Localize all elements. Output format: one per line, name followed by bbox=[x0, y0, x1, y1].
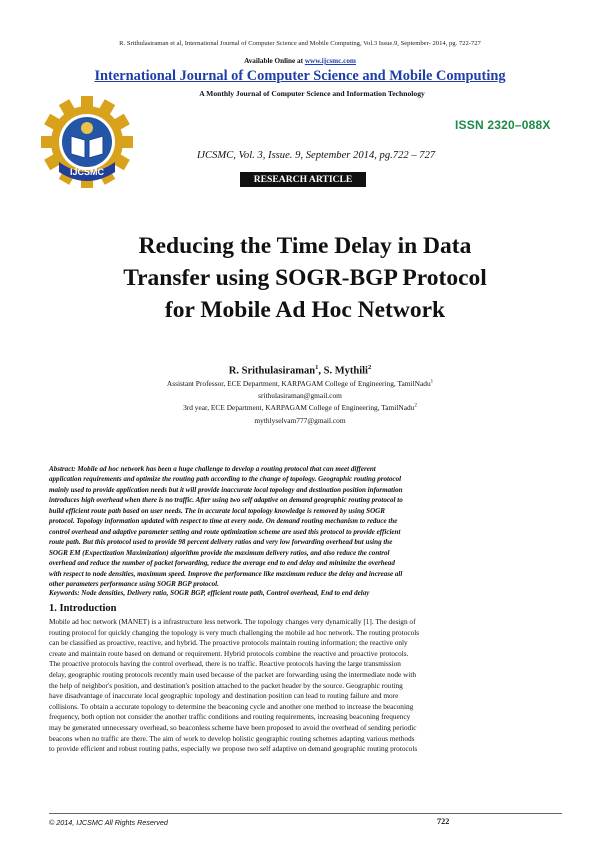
journal-logo-icon bbox=[35, 96, 140, 196]
abstract-line: protocol. Topology information updated with respect to time at every node. On demand routing mechanism to reduce the bbox=[49, 517, 398, 526]
affiliation: Assistant Professor, ECE Department, KARPAGAM College of Engineering, TamilNadu$^1$ bbox=[166, 379, 434, 388]
available-label: Available Online at bbox=[244, 57, 304, 65]
abstract-line: route path. But this protocol used to provide 98 percent delivery ratios and very low forwarding overhead but using the bbox=[49, 538, 393, 547]
footer-divider bbox=[49, 813, 562, 814]
available-online-line bbox=[0, 57, 600, 65]
copyright-notice: © 2014, IJCSMC All Rights Reserved bbox=[49, 818, 168, 827]
abstract-line: application requirements and optimize the routing path according to the change of topology. Geographic routing protocol bbox=[49, 475, 402, 484]
journal-name: International Journal of Computer Science and Mobile Computing bbox=[94, 68, 506, 84]
journal-url-link[interactable]: www.ijcsmc.com bbox=[304, 57, 356, 65]
author-name: S. Mythili bbox=[323, 365, 368, 377]
abstract-line: with respect to node densities, maximum speed. Improve the performance like maximum reduce the delay and increase all bbox=[49, 569, 403, 578]
affiliation: 3rd year, ECE Department, KARPAGAM College of Engineering, TamilNadu$^2$ bbox=[183, 403, 417, 412]
title-line: Reducing the Time Delay in Data bbox=[138, 233, 472, 259]
body-line: the help of neighbor's position, and destination's position attached to the packet header by the source. Geographic routing bbox=[49, 680, 403, 690]
section-heading-introduction: 1. Introduction bbox=[49, 603, 117, 614]
body-line: to provide efficient and robust routing paths, especially we propose two self adaptive on demand geographic routing protocols bbox=[49, 744, 418, 754]
author-list: R. Srithulasiraman$^1$, S. Mythili$^2$ bbox=[228, 364, 372, 377]
author-name: R. Srithulasiraman bbox=[228, 365, 316, 377]
svg-text:IJCSMC: IJCSMC bbox=[69, 167, 105, 177]
abstract bbox=[49, 464, 562, 589]
title-line: Transfer using SOGR-BGP Protocol bbox=[123, 265, 487, 291]
body-line: can be classified as proactive, reactive, and hybrid. The proactive protocols maintain routing information; the reactive only bbox=[49, 638, 408, 648]
author-mark: 1 bbox=[315, 364, 319, 371]
body-line: may be generated unnecessary overhead, so beaconless scheme have been proposed to avoid the overhead of sending periodic bbox=[49, 722, 417, 732]
abstract-line: other parameters performance using SOGR BGP protocol. bbox=[49, 579, 219, 588]
author-email[interactable]: mythlyselvam777@gmail.com bbox=[254, 416, 346, 425]
body-line: routing protocol for quickly changing the topology is very much challenging the mobile ad hoc network. The routing protocols bbox=[49, 627, 420, 637]
abstract-line: introduces high overhead when there is no traffic. After using two self adaptive on demand geographic routing protocol to bbox=[49, 496, 403, 505]
introduction-body bbox=[49, 617, 562, 755]
abstract-line: control overhead and adaptive parameter setting and route optimization scheme are used this protocol to provide efficient bbox=[49, 527, 401, 536]
body-line: The proactive protocols having the control overhead, there is no traffic. Reactive protocols having the large transmission bbox=[49, 659, 401, 669]
abstract-line: mainly used to provide application needs but it will provide inaccurate local topology and destination position information bbox=[49, 485, 403, 494]
abstract-line: SOGR EM (Expectization Maximization) algorithm provide the maximum delivery ratios, and also reduce the control bbox=[49, 548, 390, 557]
body-line: create and maintain route based on demand or requirement. Hybrid protocols combine the reactive and proactive protocols. bbox=[49, 648, 409, 658]
body-line: collisions. To obtain a accurate topology to determine the beaconing cycle and another one method to increase the beaconing bbox=[49, 701, 414, 711]
author-mark: 2 bbox=[367, 364, 372, 371]
article-type-badge: RESEARCH ARTICLE bbox=[240, 172, 366, 187]
abstract-line: Abstract: Mobile ad hoc network has been a huge challenge to develop a routing protocol that can meet different bbox=[49, 465, 376, 473]
page-number: 722 bbox=[437, 817, 450, 826]
body-line: have disadvantage of inaccurate local geographic topology and destination position can lead to routing failure and more bbox=[49, 691, 399, 701]
body-line: Mobile ad hoc network (MANET) is a infrastructure less network. The topology changes very dynamically [1]. The design of bbox=[49, 617, 416, 626]
body-line: delay, geographic routing protocols recently main used because of the packet are forwarding using the intermediate node with bbox=[49, 669, 417, 679]
author-email[interactable]: srithulasiraman@gmail.com bbox=[258, 391, 342, 400]
volume-line: IJCSMC, Vol. 3, Issue. 9, September 2014, pg.722 – 727 bbox=[196, 150, 436, 161]
body-line: frequency, both option not consider the another traffic conditions and routing requirements, increasing beaconing frequency bbox=[49, 712, 411, 722]
body-line: beacons when no traffic are there. The aim of work to develop holistic geographic routing schemes adapting various methods bbox=[49, 733, 415, 743]
keywords: Keywords: Node densities, Delivery ratio, SOGR BGP, efficient route path, Control overhead, End to end delay bbox=[49, 589, 370, 597]
issn-label: ISSN 2320–088X bbox=[455, 118, 551, 132]
running-head: R. Srithulasiraman et al, International Journal of Computer Science and Mobile Computing, Vol.3 Issue.9, September- 2014, pg. 722-727 bbox=[119, 40, 481, 47]
abstract-line: overhead and reduce the number of packet forwarding, reduce the average end to end delay and minimize the overhead bbox=[49, 559, 395, 568]
paper-title bbox=[40, 230, 570, 326]
journal-subtitle: A Monthly Journal of Computer Science and Information Technology bbox=[199, 89, 425, 98]
abstract-line: build efficient route path based on user needs. The in accurate local topology knowledge is removed by using SOGR bbox=[49, 506, 385, 515]
title-line: for Mobile Ad Hoc Network bbox=[164, 297, 446, 323]
